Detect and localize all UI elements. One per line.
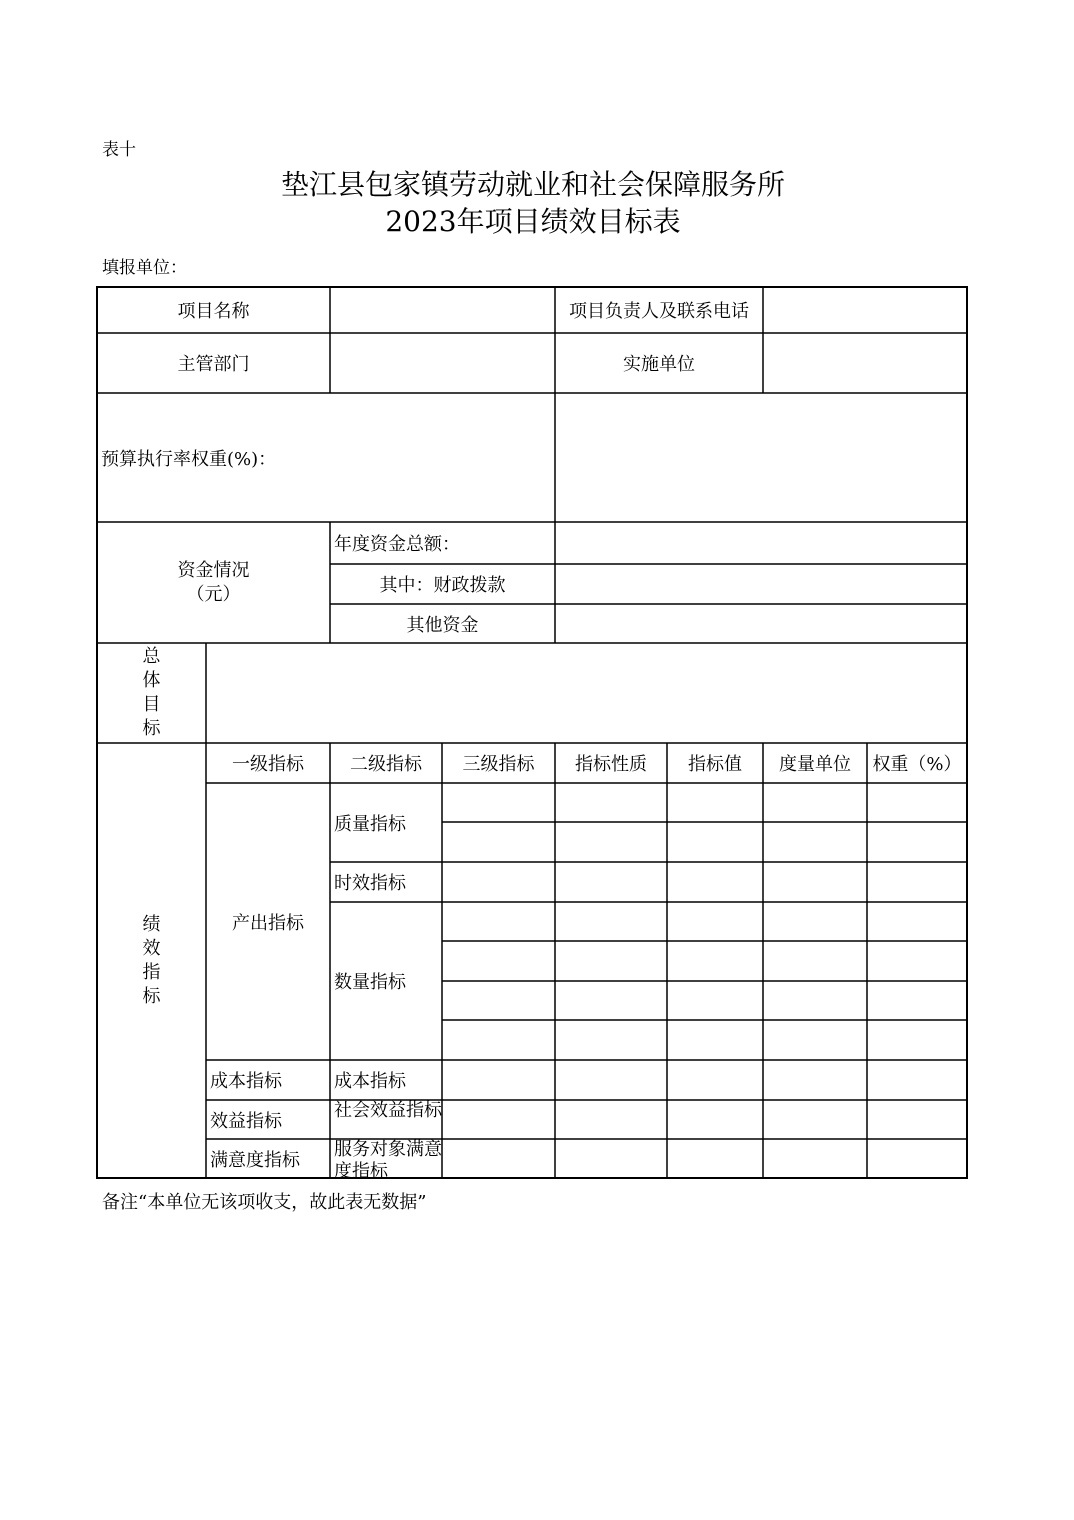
timeliness-indicators-label: 时效指标: [334, 873, 406, 894]
cost-indicators-level2: 成本指标: [334, 1071, 406, 1092]
quantity-indicators-label: 数量指标: [334, 972, 406, 993]
table-label: 表十: [102, 140, 136, 160]
overall-goal-char: 目: [142, 694, 161, 715]
implementing-unit-value: [763, 333, 967, 393]
output-indicators-label: [206, 783, 330, 1060]
overall-goal-char: 体: [142, 670, 161, 691]
project-leader-phone-label: 项目负责人及联系电话: [569, 301, 749, 322]
overall-goal-label: [97, 643, 206, 743]
funding-unit-text: （元）: [186, 583, 241, 605]
performance-indicators-label: [97, 743, 206, 1178]
output-indicators-text: 产出指标: [232, 912, 304, 934]
competent-department-value: [330, 333, 555, 393]
cost-indicators-level1: 成本指标: [210, 1071, 282, 1092]
column-header-level1: 一级指标: [232, 754, 304, 775]
performance-indicators-char: 指: [142, 961, 161, 983]
quality-indicators-label: 质量指标: [334, 813, 406, 835]
performance-indicators-char: 绩: [142, 913, 161, 935]
funding-situation-text: 资金情况: [177, 559, 250, 581]
footer-remark: 备注“本单位无该项收支，故此表无数据”: [102, 1192, 427, 1213]
social-benefit-indicators-label: 社会效益指标: [334, 1100, 442, 1121]
overall-goal-char: 标: [142, 718, 161, 739]
fiscal-allocation-label: 其中：财政拨款: [379, 575, 506, 596]
satisfaction-indicators-label: 满意度指标: [210, 1149, 300, 1171]
page-title-line1: 垫江县包家镇劳动就业和社会保障服务所: [280, 168, 785, 201]
column-header-nature: 指标性质: [575, 754, 647, 775]
column-header-unit: 度量单位: [779, 754, 851, 775]
column-header-level3: 三级指标: [462, 754, 535, 775]
overall-goal-char: 总: [142, 646, 161, 667]
funding-situation-label: [97, 522, 330, 643]
performance-indicators-char: 标: [142, 985, 161, 1007]
budget-execution-weight-label: 预算执行率权重(%)：: [101, 448, 277, 470]
annual-total-funds-label: 年度资金总额：: [334, 534, 460, 555]
competent-department-label: 主管部门: [177, 354, 250, 375]
column-header-level2: 二级指标: [350, 754, 422, 775]
page-title-line2: 2023年项目绩效目标表: [385, 205, 681, 238]
project-name-label: 项目名称: [177, 301, 250, 322]
implementing-unit-label: 实施单位: [623, 354, 695, 375]
project-leader-phone-value: [763, 287, 967, 333]
performance-indicators-char: 效: [142, 937, 161, 959]
other-funds-label: 其他资金: [406, 614, 479, 636]
benefit-indicators-label: 效益指标: [210, 1110, 282, 1132]
column-header-weight: 权重（%）: [872, 754, 962, 775]
column-header-value: 指标值: [688, 754, 742, 775]
fill-unit-label: 填报单位：: [102, 258, 187, 278]
service-target-satisfaction-label: 服务对象满意度指标: [334, 1139, 442, 1178]
project-name-value: [330, 287, 555, 333]
budget-execution-weight-value: [555, 393, 967, 522]
